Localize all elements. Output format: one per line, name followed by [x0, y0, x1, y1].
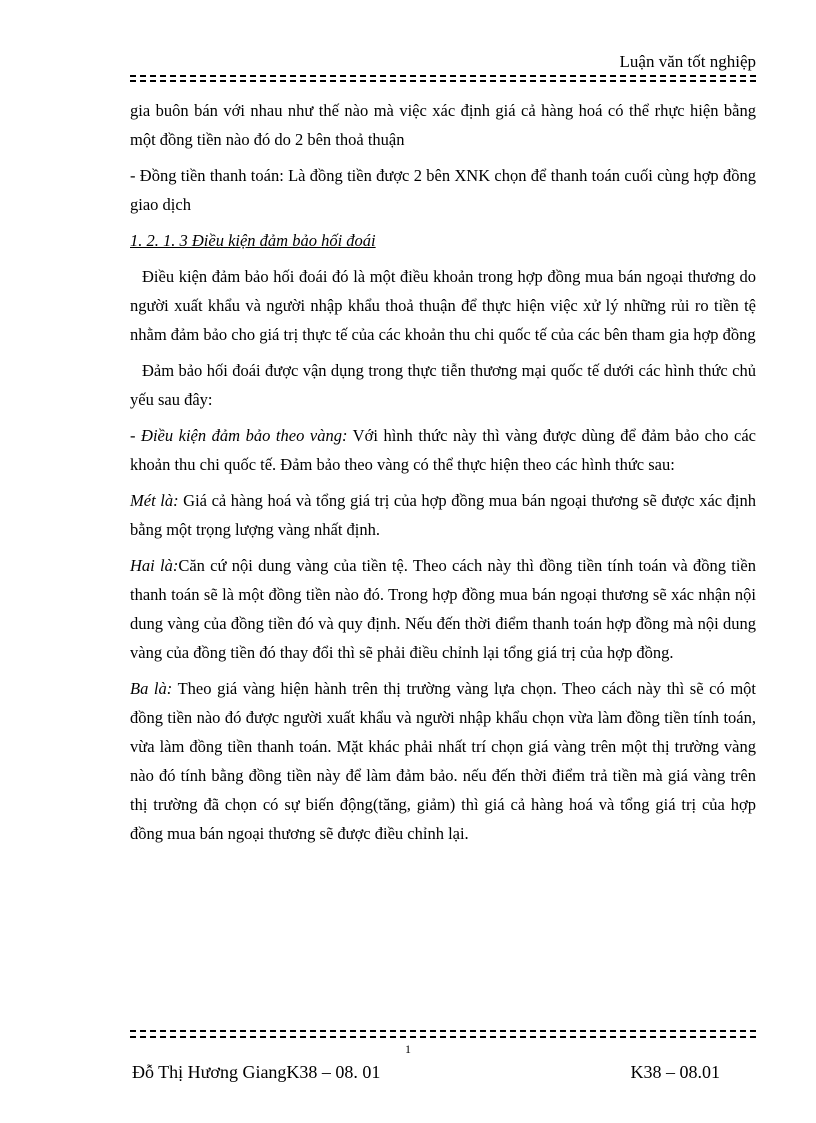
- paragraph-payment-currency: - Đồng tiền thanh toán: Là đồng tiền được 2 bên XNK chọn để thanh toán cuối cùng hợp đồng giao dịch: [130, 166, 756, 214]
- second-form-text: Căn cứ nội dung vàng của tiền tệ. Theo cách này thì đồng tiền tính toán và đồng tiền thanh toán sẽ là một đồng tiền nào đó. Trong hợp đồng mua bán ngoại thương sẽ xác nhận nội dung vàng của đồng tiền đó và quy định. Nếu đến thời điểm thanh toán hợp đồng mà nội dung vàng của đồng tiền đó thay đổi thì sẽ phải điều chỉnh lại tổng giá trị của hợp đồng.: [130, 556, 756, 662]
- paragraph-forms: Đảm bảo hối đoái được vận dụng trong thực tiễn thương mại quốc tế dưới các hình thức chủ yếu sau đây:: [130, 361, 756, 409]
- footer-class-code: K38 – 08.01: [630, 1062, 720, 1082]
- paragraph-exchange-guarantee: Điều kiện đảm bảo hối đoái đó là một điều khoản trong hợp đồng mua bán ngoại thương do người xuất khẩu và người nhập khẩu thoả thuận để thực hiện việc xử lý những rủi ro tiền tệ nhằm đảm bảo cho giá trị thực tế của các khoản thu chi quốc tế của các bên tham gia hợp đồng: [130, 267, 756, 344]
- paragraph-continuation: gia buôn bán với nhau như thế nào mà việc xác định giá cả hàng hoá có thể rhực hiện bằng một đồng tiền nào đó do 2 bên thoả thuận: [130, 101, 756, 149]
- paragraph-gold-guarantee: [130, 421, 756, 479]
- gold-guarantee-lead: - Điều kiện đảm bảo theo vàng:: [130, 426, 348, 445]
- footer-rule-second: [130, 1036, 756, 1038]
- header-title: Luận văn tốt nghiệp: [619, 52, 756, 71]
- third-form-lead: Ba là:: [130, 679, 173, 698]
- paragraph-third-form: [130, 674, 756, 848]
- gold-guarantee-text: Với hình thức này thì vàng được dùng để đảm bảo cho các khoản thu chi quốc tế. Đảm bảo theo vàng có thể thực hiện theo các hình thức sau:: [130, 426, 756, 474]
- paragraph-first-form: [130, 486, 756, 544]
- section-heading: 1. 2. 1. 3 Điều kiện đảm bảo hối đoái: [130, 231, 376, 250]
- first-form-lead: Mét là:: [130, 491, 179, 510]
- footer-rule: [130, 1030, 756, 1032]
- second-form-lead: Hai là:: [130, 556, 179, 575]
- footer-author: Đỗ Thị Hương GiangK38 – 08. 01: [132, 1062, 381, 1082]
- header-rule: [130, 75, 756, 77]
- header-rule-second: [130, 80, 756, 82]
- paragraph-second-form: [130, 551, 756, 667]
- page-number: 1: [405, 1042, 411, 1056]
- document-body: [130, 96, 756, 855]
- third-form-text: Theo giá vàng hiện hành trên thị trường vàng lựa chọn. Theo cách này thì sẽ có một đồng tiền nào đó được người xuất khẩu và người nhập khẩu chọn vừa làm đồng tiền tính toán, vừa làm đồng tiền thanh toán. Mặt khác phải nhất trí chọn giá vàng trên một thị trường vàng nào đó tính bằng đồng tiền này để làm đảm bảo. nếu đến thời điểm trả tiền mà giá vàng trên thị trường đã chọn có sự biến động(tăng, giảm) thì giá cả hàng hoá và tổng giá trị của hợp đồng mua bán ngoại thương sẽ được điều chỉnh lại.: [130, 679, 756, 843]
- first-form-text: Giá cả hàng hoá và tổng giá trị của hợp đồng mua bán ngoại thương sẽ được xác định bằng một trọng lượng vàng nhất định.: [130, 491, 757, 539]
